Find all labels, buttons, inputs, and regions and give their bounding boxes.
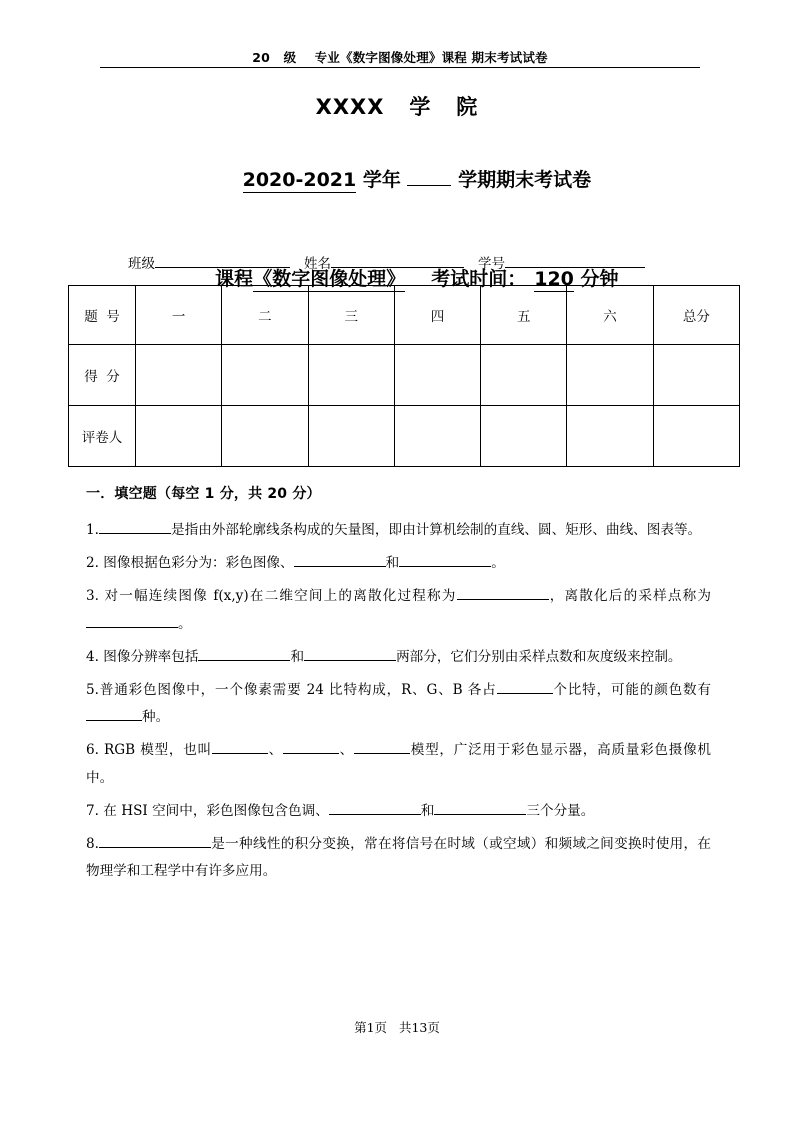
col-header-2: 二 xyxy=(222,286,308,345)
col-header-4: 四 xyxy=(394,286,480,345)
question-3-text-b: ，离散化后的采样点称为 xyxy=(548,588,711,605)
question-4-text-c: 两部分，它们分别由采样点数和灰度级来控制。 xyxy=(396,648,682,665)
question-1-text: 是指由外部轮廓线条构成的矢量图，即由计算机绘制的直线、圆、矩形、曲线、图表等。 xyxy=(170,522,702,538)
question-6-blank-3[interactable] xyxy=(354,740,410,754)
term-blank xyxy=(407,185,451,186)
row-label-score: 得 分 xyxy=(69,345,136,406)
question-1-number: 1. xyxy=(86,522,99,538)
score-cell-3[interactable] xyxy=(308,345,394,406)
school-name: XXXX 学 院 xyxy=(315,95,479,119)
marker-cell-2[interactable] xyxy=(222,406,308,467)
question-1 xyxy=(86,517,711,544)
col-header-3: 三 xyxy=(308,286,394,345)
score-cell-6[interactable] xyxy=(567,345,653,406)
question-6-text-c: 、 xyxy=(338,742,355,759)
exam-time-unit: 分钟 xyxy=(573,267,619,290)
question-3 xyxy=(86,583,711,637)
question-6-blank-2[interactable] xyxy=(283,740,339,754)
question-3-blank-1[interactable] xyxy=(457,586,549,600)
name-input-blank[interactable] xyxy=(331,254,464,268)
exam-time-label: 考试时间： xyxy=(431,267,527,290)
section-fill-in-blank xyxy=(86,483,711,891)
question-5-text-a: 普通彩色图像中，一个像素需要 24 比特构成，R、G、B 各占 xyxy=(98,681,497,698)
question-7-text-c: 三个分量。 xyxy=(526,802,595,819)
page-footer: 第1页 共13页 xyxy=(354,1020,440,1035)
col-header-6: 六 xyxy=(567,286,653,345)
question-5 xyxy=(86,677,711,731)
question-7-number: 7. xyxy=(86,802,99,819)
question-4-text-a: 图像分辨率包括 xyxy=(98,648,199,665)
class-label: 班级 xyxy=(128,256,155,272)
question-8-blank-1[interactable] xyxy=(99,834,211,848)
question-6-text-a: RGB 模型，也叫 xyxy=(98,742,212,759)
score-cell-4[interactable] xyxy=(394,345,480,406)
question-4-number: 4. xyxy=(86,648,99,665)
question-5-blank-2[interactable] xyxy=(86,707,142,721)
table-row xyxy=(69,345,740,406)
question-2-blank-2[interactable] xyxy=(399,553,491,567)
academic-year-value: 2020-2021 xyxy=(242,169,357,191)
score-table xyxy=(68,285,740,467)
exam-time-value: 120 xyxy=(534,267,574,290)
row-label-question-no: 题 号 xyxy=(69,286,136,345)
running-header-text: 20 级 专业《数字图像处理》课程 期末考试试卷 xyxy=(252,50,548,65)
question-2-text-a: 图像根据色彩分为：彩色图像、 xyxy=(98,555,294,572)
question-8 xyxy=(86,831,711,885)
question-6-blank-1[interactable] xyxy=(212,740,268,754)
course-prefix: 课程 xyxy=(215,267,254,290)
table-row xyxy=(69,406,740,467)
id-label: 学号 xyxy=(478,256,505,272)
question-5-text-c: 种。 xyxy=(142,709,170,726)
marker-cell-5[interactable] xyxy=(481,406,567,467)
marker-cell-3[interactable] xyxy=(308,406,394,467)
question-7-blank-1[interactable] xyxy=(329,801,421,815)
marker-cell-1[interactable] xyxy=(136,406,222,467)
id-input-blank[interactable] xyxy=(505,254,645,268)
col-header-total: 总分 xyxy=(653,286,739,345)
question-5-blank-1[interactable] xyxy=(497,680,553,694)
question-3-text-a: 对一幅连续图像 f(x,y)在二维空间上的离散化过程称为 xyxy=(98,588,457,605)
question-3-text-c: 。 xyxy=(178,615,192,632)
question-7-text-b: 和 xyxy=(420,802,435,819)
class-input-blank[interactable] xyxy=(155,254,290,268)
question-2-text-c: 。 xyxy=(491,555,505,572)
col-header-5: 五 xyxy=(481,286,567,345)
course-name: 《数字图像处理》 xyxy=(253,267,406,290)
name-label: 姓名 xyxy=(304,256,331,272)
question-6-number: 6. xyxy=(86,742,99,759)
academic-year-suffix: 学年 xyxy=(356,169,408,191)
question-5-number: 5. xyxy=(86,681,99,698)
question-3-number: 3. xyxy=(86,588,99,605)
question-4 xyxy=(86,644,711,671)
section-heading: 一．填空题（每空 1 分，共 20 分） xyxy=(86,486,321,502)
question-4-blank-1[interactable] xyxy=(198,647,290,661)
question-2-blank-1[interactable] xyxy=(294,553,386,567)
score-cell-2[interactable] xyxy=(222,345,308,406)
question-8-number: 8. xyxy=(86,835,99,852)
academic-year-line xyxy=(47,138,747,224)
term-tail: 学期期末考试卷 xyxy=(451,169,592,191)
header-rule xyxy=(100,67,700,68)
col-header-1: 一 xyxy=(136,286,222,345)
question-7 xyxy=(86,798,711,825)
question-6-text-b: 、 xyxy=(267,742,283,759)
score-cell-1[interactable] xyxy=(136,345,222,406)
marker-cell-6[interactable] xyxy=(567,406,653,467)
question-2-number: 2. xyxy=(86,555,99,572)
question-2 xyxy=(86,550,711,577)
question-6-text-d: 模型，广泛用于彩色显示器，高质量彩色摄像机中。 xyxy=(86,742,712,786)
table-row xyxy=(69,286,740,345)
score-cell-5[interactable] xyxy=(481,345,567,406)
question-4-blank-2[interactable] xyxy=(304,647,396,661)
question-6 xyxy=(86,737,711,791)
question-8-text: 是一种线性的积分变换，常在将信号在时域（或空域）和频域之间变换时使用，在物理学和工程学中有许多应用。 xyxy=(86,835,711,880)
student-info-line xyxy=(128,252,688,272)
row-label-marker: 评卷人 xyxy=(69,406,136,467)
question-3-blank-2[interactable] xyxy=(86,614,178,628)
question-4-text-b: 和 xyxy=(290,648,305,665)
question-5-text-b: 个比特，可能的颜色数有 xyxy=(552,681,712,698)
question-2-text-b: 和 xyxy=(385,555,400,572)
score-cell-total[interactable] xyxy=(653,345,739,406)
question-1-blank-1[interactable] xyxy=(99,520,171,534)
marker-cell-4[interactable] xyxy=(394,406,480,467)
running-header xyxy=(100,50,700,68)
question-7-blank-2[interactable] xyxy=(434,801,526,815)
question-7-text-a: 在 HSI 空间中，彩色图像包含色调、 xyxy=(98,802,329,819)
marker-cell-total[interactable] xyxy=(653,406,739,467)
